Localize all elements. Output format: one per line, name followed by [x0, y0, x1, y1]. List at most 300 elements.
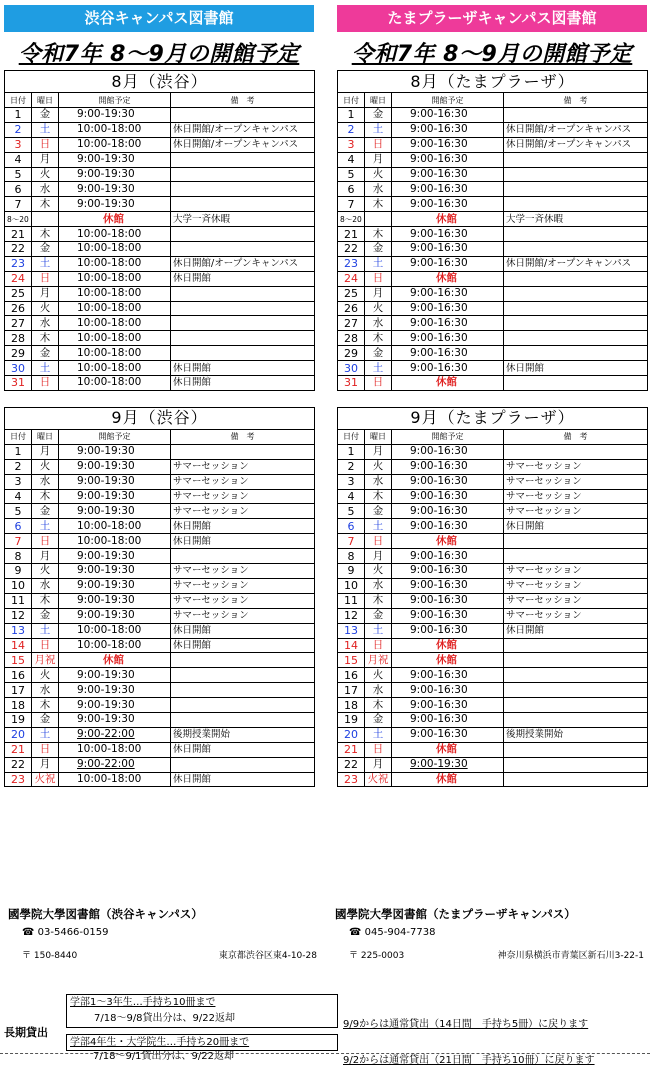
table-row	[5, 122, 315, 137]
hours-cell: 9:00-16:30	[392, 549, 504, 564]
hours-cell: 9:00-22:00	[59, 757, 171, 772]
weekday-cell: 木	[32, 698, 59, 713]
hours-cell: 9:00-19:30	[59, 683, 171, 698]
table-row	[5, 444, 315, 459]
table-row	[5, 331, 315, 346]
table-row	[5, 578, 315, 593]
table-row	[338, 772, 648, 787]
note-cell	[504, 757, 648, 772]
hours-cell: 9:00-16:30	[392, 152, 504, 167]
note-cell	[171, 653, 315, 668]
date-cell: 8～20	[5, 212, 32, 227]
table-row	[338, 212, 648, 227]
date-cell: 4	[5, 489, 32, 504]
date-cell: 26	[338, 301, 365, 316]
weekday-cell: 火	[365, 301, 392, 316]
date-cell: 21	[338, 742, 365, 757]
note-cell	[171, 549, 315, 564]
note-cell: 休日開館/オープンキャンパス	[504, 137, 648, 152]
date-cell: 17	[338, 683, 365, 698]
date-cell: 12	[338, 608, 365, 623]
weekday-cell: 月	[32, 757, 59, 772]
column-header: 日付	[338, 429, 365, 444]
hours-cell: 9:00-19:30	[59, 564, 171, 579]
hours-cell: 10:00-18:00	[59, 301, 171, 316]
weekday-cell: 土	[32, 122, 59, 137]
date-cell: 1	[338, 444, 365, 459]
date-cell: 4	[5, 152, 32, 167]
weekday-cell: 金	[32, 504, 59, 519]
date-cell: 3	[5, 137, 32, 152]
hours-cell: 9:00-16:30	[392, 227, 504, 242]
weekday-cell: 木	[365, 197, 392, 212]
loan-note-grad: 9/2からは通常貸出（21日間 手持ち10冊）に戻ります	[343, 1055, 595, 1066]
note-cell: サマーセッション	[171, 489, 315, 504]
note-cell	[504, 242, 648, 257]
hours-cell: 9:00-16:30	[392, 698, 504, 713]
note-cell	[171, 197, 315, 212]
table-row	[338, 757, 648, 772]
hours-cell: 9:00-16:30	[392, 459, 504, 474]
note-cell	[171, 346, 315, 361]
tama-library-info	[335, 906, 644, 961]
hours-cell: 10:00-18:00	[59, 376, 171, 391]
hours-cell: 9:00-16:30	[392, 623, 504, 638]
note-cell	[171, 242, 315, 257]
date-cell: 7	[5, 534, 32, 549]
note-cell	[504, 301, 648, 316]
note-cell	[171, 683, 315, 698]
table-row	[338, 331, 648, 346]
note-cell: サマーセッション	[504, 593, 648, 608]
weekday-cell: 月	[365, 757, 392, 772]
tama-library-name: 國學院大學図書館（たまプラーザキャンパス）	[335, 907, 576, 921]
hours-cell: 9:00-16:30	[392, 727, 504, 742]
table-row	[338, 742, 648, 757]
table-row	[338, 122, 648, 137]
tama-banner: たまプラーザキャンパス図書館	[337, 5, 647, 32]
table-row	[5, 301, 315, 316]
table-row	[5, 212, 315, 227]
table-row	[338, 653, 648, 668]
note-cell	[504, 683, 648, 698]
weekday-cell: 月	[32, 286, 59, 301]
table-row	[5, 593, 315, 608]
column-header: 曜日	[32, 93, 59, 108]
column-header: 開館予定	[59, 93, 171, 108]
date-cell: 22	[5, 757, 32, 772]
weekday-cell: 火	[32, 301, 59, 316]
hours-cell: 9:00-16:30	[392, 346, 504, 361]
hours-cell: 9:00-19:30	[59, 182, 171, 197]
weekday-cell: 水	[365, 578, 392, 593]
table-row	[5, 242, 315, 257]
hours-cell: 休館	[59, 653, 171, 668]
table-row	[338, 698, 648, 713]
note-cell: サマーセッション	[504, 564, 648, 579]
hours-cell: 9:00-16:30	[392, 182, 504, 197]
table-row	[5, 167, 315, 182]
date-cell: 11	[338, 593, 365, 608]
hours-cell: 9:00-16:30	[392, 301, 504, 316]
table-row	[5, 474, 315, 489]
note-cell: 後期授業開始	[171, 727, 315, 742]
weekday-cell: 火	[32, 167, 59, 182]
note-cell	[504, 227, 648, 242]
tama-library-tel: ☎ 045-904-7738	[349, 927, 436, 938]
table-row	[338, 683, 648, 698]
hours-cell: 9:00-22:00	[59, 727, 171, 742]
hours-cell: 10:00-18:00	[59, 623, 171, 638]
weekday-cell: 日	[32, 376, 59, 391]
table-row	[5, 772, 315, 787]
hours-cell: 9:00-16:30	[392, 504, 504, 519]
hours-cell: 休館	[392, 271, 504, 286]
note-cell: 休日開館	[504, 623, 648, 638]
hours-cell: 9:00-19:30	[59, 593, 171, 608]
table-row	[338, 534, 648, 549]
date-cell: 7	[5, 197, 32, 212]
tama-august-table	[337, 70, 648, 391]
hours-cell: 10:00-18:00	[59, 256, 171, 271]
hours-cell: 9:00-16:30	[392, 712, 504, 727]
date-cell: 29	[5, 346, 32, 361]
date-cell: 20	[5, 727, 32, 742]
note-cell: 休日開館	[171, 772, 315, 787]
weekday-cell: 土	[365, 122, 392, 137]
table-row	[338, 242, 648, 257]
note-cell: 休日開館	[171, 623, 315, 638]
table-row	[338, 608, 648, 623]
weekday-cell: 木	[32, 227, 59, 242]
note-cell	[171, 108, 315, 123]
note-cell: 休日開館	[171, 361, 315, 376]
month-title: 9月（渋谷）	[5, 407, 315, 429]
column-header: 備 考	[171, 93, 315, 108]
table-row	[338, 301, 648, 316]
date-cell: 5	[338, 504, 365, 519]
note-cell	[171, 227, 315, 242]
date-cell: 13	[5, 623, 32, 638]
table-row	[5, 653, 315, 668]
note-cell	[504, 698, 648, 713]
date-cell: 30	[338, 361, 365, 376]
weekday-cell: 木	[365, 331, 392, 346]
table-row	[5, 623, 315, 638]
date-cell: 13	[338, 623, 365, 638]
hours-cell: 9:00-16:30	[392, 331, 504, 346]
weekday-cell: 金	[365, 504, 392, 519]
weekday-cell: 金	[32, 242, 59, 257]
weekday-cell	[365, 212, 392, 227]
table-row	[338, 376, 648, 391]
weekday-cell: 日	[365, 137, 392, 152]
loan-box-undergrad-line1: 学部1～3年生…手持ち10冊まで	[70, 997, 216, 1008]
table-row	[5, 361, 315, 376]
date-cell: 2	[338, 459, 365, 474]
shibuya-library-tel: ☎ 03-5466-0159	[22, 927, 109, 938]
column-header: 曜日	[32, 429, 59, 444]
date-cell: 3	[5, 474, 32, 489]
date-cell: 28	[338, 331, 365, 346]
note-cell: 休日開館/オープンキャンパス	[171, 256, 315, 271]
note-cell	[504, 346, 648, 361]
weekday-cell: 水	[32, 474, 59, 489]
table-row	[338, 256, 648, 271]
hours-cell: 9:00-19:30	[59, 152, 171, 167]
note-cell	[171, 286, 315, 301]
note-cell	[504, 668, 648, 683]
note-cell	[171, 331, 315, 346]
table-row	[5, 376, 315, 391]
note-cell: サマーセッション	[171, 564, 315, 579]
shibuya-library-address: 東京都渋谷区東4-10-28	[218, 951, 317, 961]
hours-cell: 9:00-19:30	[59, 459, 171, 474]
weekday-cell: 月祝	[32, 653, 59, 668]
date-cell: 10	[338, 578, 365, 593]
long-term-loan-label: 長期貸出	[4, 1026, 48, 1039]
date-cell: 17	[5, 683, 32, 698]
hours-cell: 9:00-16:30	[392, 242, 504, 257]
weekday-cell: 金	[32, 108, 59, 123]
date-cell: 28	[5, 331, 32, 346]
column-header: 開館予定	[59, 429, 171, 444]
table-row	[338, 346, 648, 361]
loan-note-undergrad: 9/9からは通常貸出（14日間 手持ち5冊）に戻ります	[343, 1019, 589, 1030]
date-cell: 23	[338, 256, 365, 271]
weekday-cell: 水	[365, 683, 392, 698]
hours-cell: 休館	[392, 212, 504, 227]
hours-cell: 休館	[59, 212, 171, 227]
weekday-cell: 金	[32, 346, 59, 361]
table-row	[338, 197, 648, 212]
weekday-cell: 木	[32, 197, 59, 212]
date-cell: 21	[5, 227, 32, 242]
hours-cell: 9:00-16:30	[392, 564, 504, 579]
weekday-cell: 月	[365, 444, 392, 459]
weekday-cell: 月	[32, 444, 59, 459]
date-cell: 6	[5, 182, 32, 197]
note-cell: 休日開館	[171, 534, 315, 549]
column-header: 備 考	[171, 429, 315, 444]
date-cell: 2	[338, 122, 365, 137]
date-cell: 26	[5, 301, 32, 316]
table-row	[338, 108, 648, 123]
note-cell: サマーセッション	[171, 608, 315, 623]
date-cell: 3	[338, 137, 365, 152]
weekday-cell: 土	[365, 519, 392, 534]
note-cell: 休日開館	[171, 638, 315, 653]
weekday-cell: 金	[365, 346, 392, 361]
note-cell	[171, 698, 315, 713]
weekday-cell: 日	[32, 638, 59, 653]
loan-box-grad-line2: 7/18～9/1貸出分は、9/22返却	[93, 1051, 235, 1062]
hours-cell: 9:00-16:30	[392, 683, 504, 698]
weekday-cell: 月	[365, 286, 392, 301]
date-cell: 16	[5, 668, 32, 683]
table-row	[5, 346, 315, 361]
hours-cell: 10:00-18:00	[59, 137, 171, 152]
hours-cell: 10:00-18:00	[59, 346, 171, 361]
tama-september-table	[337, 407, 648, 787]
loan-box-grad-line1: 学部4年生・大学院生…手持ち20冊まで	[70, 1037, 250, 1048]
hours-cell: 9:00-16:30	[392, 316, 504, 331]
hours-cell: 9:00-19:30	[59, 668, 171, 683]
date-cell: 23	[5, 256, 32, 271]
note-cell	[504, 152, 648, 167]
note-cell: 休日開館/オープンキャンパス	[171, 137, 315, 152]
note-cell: サマーセッション	[171, 459, 315, 474]
table-row	[5, 227, 315, 242]
weekday-cell: 金	[365, 242, 392, 257]
table-row	[338, 519, 648, 534]
weekday-cell: 水	[32, 683, 59, 698]
date-cell: 2	[5, 122, 32, 137]
tama-library-address: 神奈川県横浜市青葉区新石川3-22-1	[497, 951, 644, 961]
table-row	[338, 459, 648, 474]
table-row	[338, 227, 648, 242]
note-cell	[504, 271, 648, 286]
date-cell: 27	[5, 316, 32, 331]
date-cell: 16	[338, 668, 365, 683]
weekday-cell: 水	[365, 182, 392, 197]
hours-cell: 9:00-19:30	[59, 578, 171, 593]
note-cell: サマーセッション	[504, 474, 648, 489]
weekday-cell: 土	[32, 361, 59, 376]
note-cell	[504, 376, 648, 391]
table-row	[338, 712, 648, 727]
date-cell: 22	[5, 242, 32, 257]
hours-cell: 9:00-16:30	[392, 167, 504, 182]
hours-cell: 9:00-16:30	[392, 286, 504, 301]
note-cell	[504, 108, 648, 123]
date-cell: 7	[338, 534, 365, 549]
shibuya-august-table	[4, 70, 315, 391]
weekday-cell: 日	[32, 137, 59, 152]
weekday-cell: 金	[32, 608, 59, 623]
date-cell: 8	[338, 549, 365, 564]
table-row	[5, 519, 315, 534]
weekday-cell	[32, 212, 59, 227]
hours-cell: 10:00-18:00	[59, 242, 171, 257]
column-header: 日付	[5, 93, 32, 108]
weekday-cell: 日	[32, 742, 59, 757]
weekday-cell: 日	[365, 376, 392, 391]
note-cell	[504, 316, 648, 331]
hours-cell: 10:00-18:00	[59, 638, 171, 653]
month-title: 8月（たまプラーザ）	[338, 71, 648, 93]
date-cell: 6	[338, 182, 365, 197]
weekday-cell: 金	[32, 712, 59, 727]
note-cell	[504, 638, 648, 653]
note-cell	[504, 331, 648, 346]
weekday-cell: 木	[32, 489, 59, 504]
hours-cell: 10:00-18:00	[59, 122, 171, 137]
date-cell: 11	[5, 593, 32, 608]
table-row	[338, 668, 648, 683]
hours-cell: 9:00-16:30	[392, 108, 504, 123]
table-row	[5, 727, 315, 742]
note-cell: サマーセッション	[504, 504, 648, 519]
date-cell: 9	[5, 564, 32, 579]
hours-cell: 9:00-19:30	[59, 108, 171, 123]
date-cell: 1	[5, 108, 32, 123]
hours-cell: 9:00-16:30	[392, 361, 504, 376]
hours-cell: 9:00-19:30	[59, 474, 171, 489]
table-row	[5, 608, 315, 623]
note-cell	[171, 182, 315, 197]
table-row	[338, 564, 648, 579]
hours-cell: 9:00-16:30	[392, 578, 504, 593]
month-title: 8月（渋谷）	[5, 71, 315, 93]
note-cell	[171, 152, 315, 167]
weekday-cell: 月	[365, 549, 392, 564]
weekday-cell: 月祝	[365, 653, 392, 668]
table-row	[338, 167, 648, 182]
hours-cell: 9:00-16:30	[392, 444, 504, 459]
date-cell: 14	[338, 638, 365, 653]
month-title: 9月（たまプラーザ）	[338, 407, 648, 429]
weekday-cell: 火	[365, 564, 392, 579]
date-cell: 24	[338, 271, 365, 286]
column-header: 日付	[5, 429, 32, 444]
table-row	[5, 152, 315, 167]
hours-cell: 10:00-18:00	[59, 519, 171, 534]
table-row	[338, 727, 648, 742]
date-cell: 5	[5, 167, 32, 182]
weekday-cell: 月	[32, 152, 59, 167]
note-cell: サマーセッション	[171, 593, 315, 608]
table-row	[338, 623, 648, 638]
weekday-cell: 土	[32, 727, 59, 742]
note-cell	[171, 316, 315, 331]
date-cell: 3	[338, 474, 365, 489]
date-cell: 8	[5, 549, 32, 564]
date-cell: 29	[338, 346, 365, 361]
weekday-cell: 水	[32, 578, 59, 593]
weekday-cell: 火	[365, 668, 392, 683]
date-cell: 31	[338, 376, 365, 391]
note-cell: サマーセッション	[171, 504, 315, 519]
date-cell: 25	[5, 286, 32, 301]
table-row	[5, 489, 315, 504]
table-row	[5, 534, 315, 549]
note-cell: サマーセッション	[504, 459, 648, 474]
hours-cell: 9:00-16:30	[392, 489, 504, 504]
hours-cell: 9:00-16:30	[392, 474, 504, 489]
weekday-cell: 木	[365, 593, 392, 608]
hours-cell: 休館	[392, 772, 504, 787]
date-cell: 23	[338, 772, 365, 787]
shibuya-banner: 渋谷キャンパス図書館	[4, 5, 314, 32]
table-row	[5, 698, 315, 713]
note-cell: 休日開館	[171, 519, 315, 534]
date-cell: 20	[338, 727, 365, 742]
note-cell	[504, 549, 648, 564]
date-cell: 23	[5, 772, 32, 787]
weekday-cell: 火祝	[32, 772, 59, 787]
date-cell: 19	[5, 712, 32, 727]
note-cell	[171, 757, 315, 772]
weekday-cell: 水	[32, 182, 59, 197]
date-cell: 31	[5, 376, 32, 391]
hours-cell: 10:00-18:00	[59, 316, 171, 331]
date-cell: 5	[338, 167, 365, 182]
weekday-cell: 月	[365, 152, 392, 167]
weekday-cell: 木	[32, 593, 59, 608]
hours-cell: 9:00-16:30	[392, 593, 504, 608]
note-cell	[504, 742, 648, 757]
